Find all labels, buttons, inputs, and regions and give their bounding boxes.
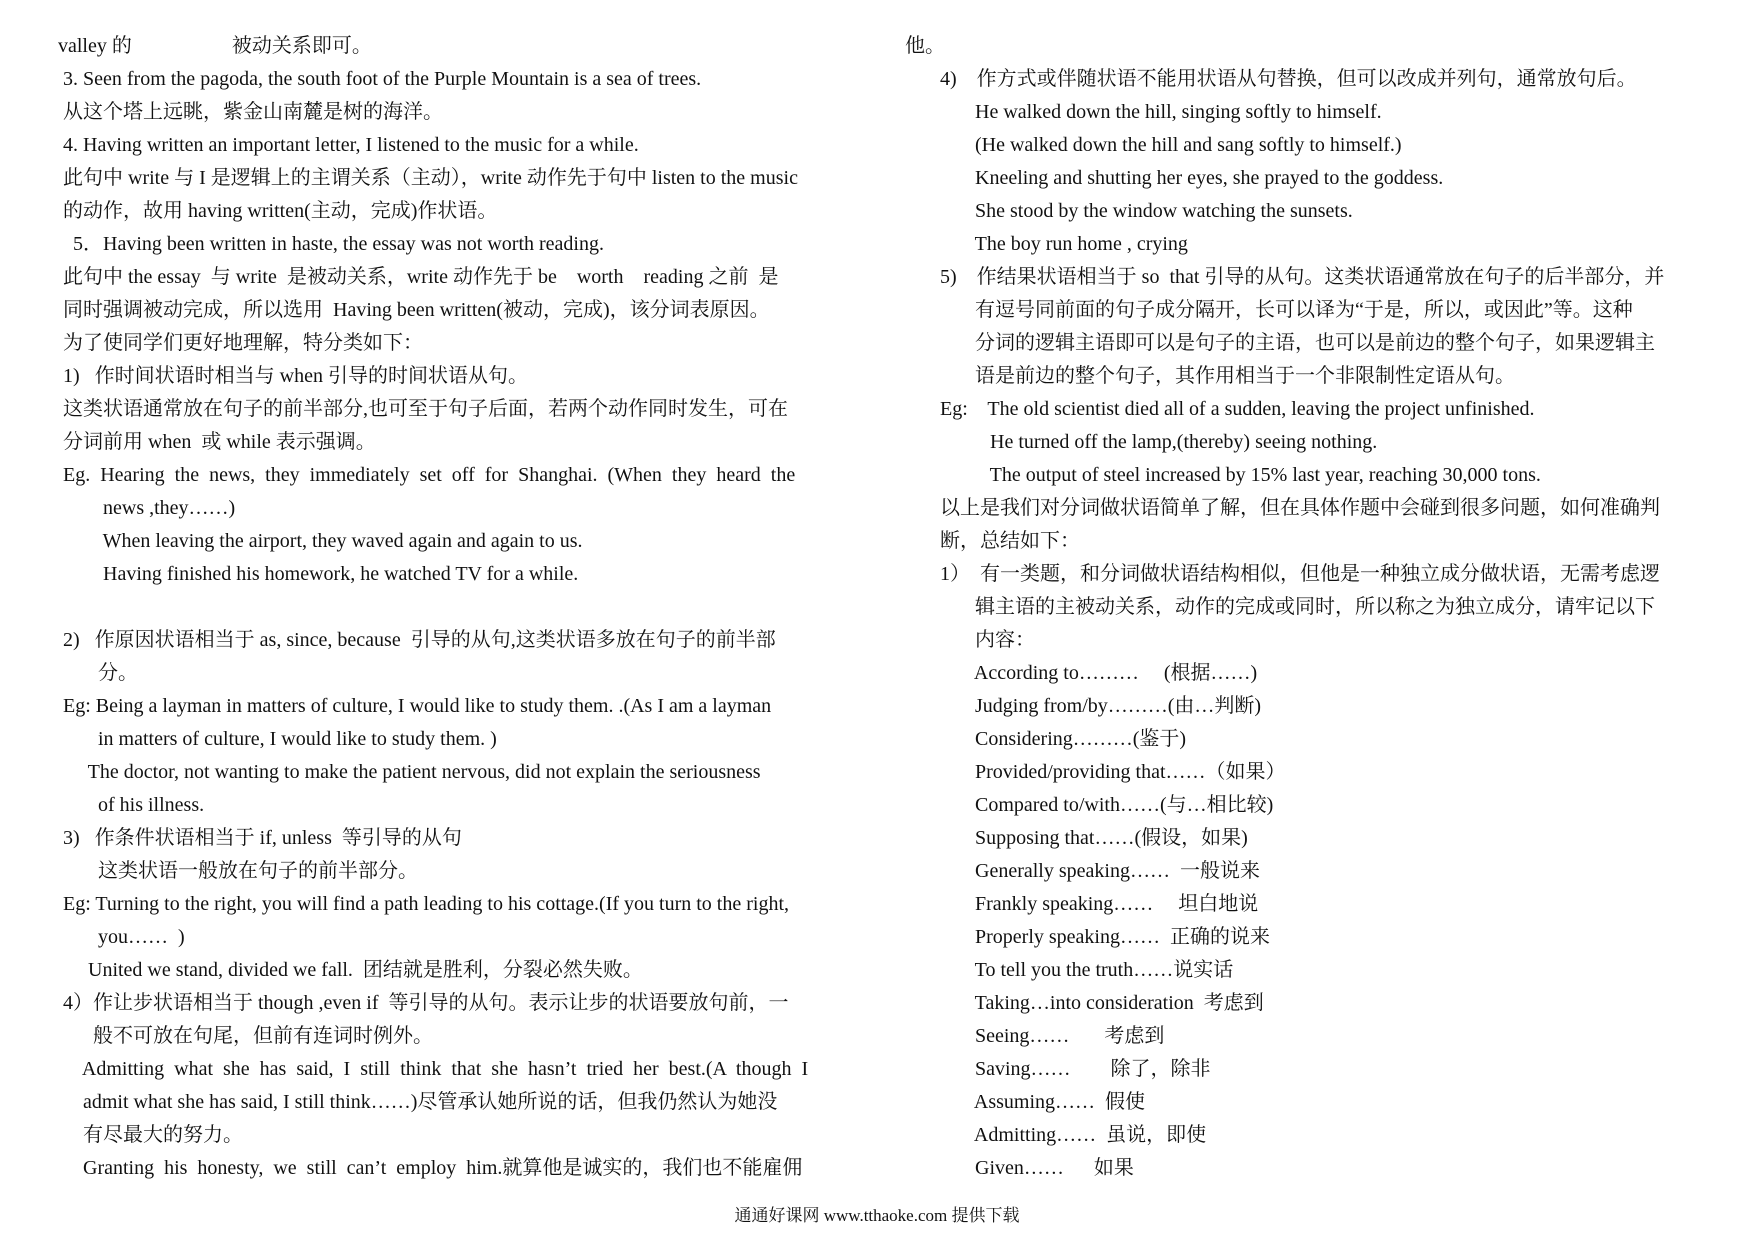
right-column-line: 辑主语的主被动关系，动作的完成或同时，所以称之为独立成分，请牢记以下 — [905, 596, 1655, 618]
right-column-line: Judging from/by………(由…判断) — [905, 695, 1262, 717]
right-column-line: According to……… (根据……) — [905, 662, 1258, 684]
right-column-line: 5) 作结果状语相当于 so that 引导的从句。这类状语通常放在句子的后半部分，并 — [905, 266, 1665, 288]
right-column-line: Saving…… 除了，除非 — [905, 1058, 1211, 1080]
left-column-line: 1) 作时间状语时相当与 when 引导的时间状语从句。 — [58, 365, 528, 387]
left-column-line: 此句中 the essay 与 write 是被动关系，write 动作先于 be worth reading 之前 是 — [58, 266, 779, 288]
right-column-line: Supposing that……(假设，如果) — [905, 827, 1248, 849]
left-column-line: United we stand, divided we fall. 团结就是胜利，分裂必然失败。 — [58, 959, 643, 981]
right-column-line: 断，总结如下： — [905, 530, 1080, 552]
left-column-line: Eg: Turning to the right, you will find a path leading to his cottage.(If you turn to the right, — [58, 893, 790, 915]
right-column-line: (He walked down the hill and sang softly to himself.) — [905, 134, 1402, 156]
left-column — [58, 30, 868, 1185]
left-column-line: Eg: Being a layman in matters of culture, I would like to study them. .(As I am a layman — [58, 695, 772, 717]
left-column-line: When leaving the airport, they waved again and again to us. — [58, 530, 583, 552]
right-column-line: Provided/providing that……（如果） — [905, 761, 1286, 783]
right-column-line: Taking…into consideration 考虑到 — [905, 992, 1264, 1014]
right-column-line: 他。 — [905, 35, 945, 57]
left-column-line: in matters of culture, I would like to study them. ) — [58, 728, 497, 750]
right-column-line: She stood by the window watching the sunsets. — [905, 200, 1353, 222]
right-column — [905, 30, 1745, 1185]
page-footer: 通通好课网 www.tthaoke.com 提供下载 — [734, 1206, 1020, 1225]
right-column-line: Considering………(鉴于) — [905, 728, 1187, 750]
left-column-line: 同时强调被动完成，所以选用 Having been written(被动，完成)，该分词表原因。 — [58, 299, 770, 321]
left-column-line: 4）作让步状语相当于 though ,even if 等引导的从句。表示让步的状语要放句前，一 — [58, 992, 789, 1014]
left-column-line: The doctor, not wanting to make the patient nervous, did not explain the seriousness — [58, 761, 761, 783]
right-column-line: He walked down the hill, singing softly to himself. — [905, 101, 1382, 123]
left-column-line: 这类状语一般放在句子的前半部分。 — [58, 860, 418, 882]
right-column-line: Properly speaking…… 正确的说来 — [905, 926, 1270, 948]
left-column-line: 4. Having written an important letter, I listened to the music for a while. — [58, 134, 639, 156]
left-column-line: 的动作，故用 having written(主动，完成)作状语。 — [58, 200, 498, 222]
right-column-line: Given…… 如果 — [905, 1157, 1134, 1179]
left-column-line: 此句中 write 与 I 是逻辑上的主谓关系（主动），write 动作先于句中 listen to the music — [58, 167, 798, 189]
right-column-line: Eg: The old scientist died all of a sudden, leaving the project unfinished. — [905, 398, 1535, 420]
right-column-line: 分词的逻辑主语即可以是句子的主语，也可以是前边的整个句子，如果逻辑主 — [905, 332, 1655, 354]
left-column-line: 这类状语通常放在句子的前半部分,也可至于句子后面，若两个动作同时发生，可在 — [58, 398, 788, 420]
left-column-line: Granting his honesty, we still can’t employ him.就算他是诚实的，我们也不能雇佣 — [58, 1157, 803, 1179]
left-column-line: 2) 作原因状语相当于 as, since, because 引导的从句,这类状语多放在句子的前半部 — [58, 629, 776, 651]
left-column-line: you…… ) — [58, 926, 185, 948]
left-column-line: valley 的 被动关系即可。 — [58, 35, 372, 57]
left-column-line: news ,they……) — [58, 497, 236, 519]
right-column-line: He turned off the lamp,(thereby) seeing nothing. — [905, 431, 1378, 453]
left-column-line — [58, 591, 868, 624]
right-column-line: 语是前边的整个句子，其作用相当于一个非限制性定语从句。 — [905, 365, 1515, 387]
left-column-line: 为了使同学们更好地理解，特分类如下： — [58, 332, 423, 354]
left-column-line: Having finished his homework, he watched TV for a while. — [58, 563, 579, 585]
right-column-line: The output of steel increased by 15% last year, reaching 30,000 tons. — [905, 464, 1541, 486]
right-column-line: Kneeling and shutting her eyes, she prayed to the goddess. — [905, 167, 1444, 189]
left-column-line: admit what she has said, I still think……)尽管承认她所说的话，但我仍然认为她没 — [58, 1091, 778, 1113]
left-column-line: 分词前用 when 或 while 表示强调。 — [58, 431, 376, 453]
right-column-line: 4) 作方式或伴随状语不能用状语从句替换，但可以改成并列句，通常放句后。 — [905, 68, 1637, 90]
left-column-line: 3. Seen from the pagoda, the south foot of the Purple Mountain is a sea of trees. — [58, 68, 702, 90]
right-column-line: Seeing…… 考虑到 — [905, 1025, 1165, 1047]
left-column-line: Eg. Hearing the news, they immediately set off for Shanghai. (When they heard the — [58, 464, 796, 486]
right-column-line: 内容： — [905, 629, 1035, 651]
right-column-line: Generally speaking…… 一般说来 — [905, 860, 1260, 882]
right-column-line: Frankly speaking…… 坦白地说 — [905, 893, 1259, 915]
right-column-line: To tell you the truth……说实话 — [905, 959, 1234, 981]
left-column-line: Admitting what she has said, I still think that she hasn’t tried her best.(A though I — [58, 1058, 809, 1080]
left-column-line: 5．Having been written in haste, the essay was not worth reading. — [58, 233, 604, 255]
right-column-line: The boy run home , crying — [905, 233, 1188, 255]
right-column-line: Assuming…… 假使 — [905, 1091, 1146, 1113]
left-column-line: of his illness. — [58, 794, 205, 816]
left-column-line: 分。 — [58, 662, 138, 684]
left-column-line: 3) 作条件状语相当于 if, unless 等引导的从句 — [58, 827, 462, 849]
right-column-line: 有逗号同前面的句子成分隔开，长可以译为“于是，所以，或因此”等。这种 — [905, 299, 1633, 321]
right-column-line: Admitting…… 虽说，即使 — [905, 1124, 1207, 1146]
left-column-line: 从这个塔上远眺，紫金山南麓是树的海洋。 — [58, 101, 443, 123]
right-column-line: 1） 有一类题，和分词做状语结构相似，但他是一种独立成分做状语，无需考虑逻 — [905, 563, 1660, 585]
right-column-line: Compared to/with……(与…相比较) — [905, 794, 1274, 816]
right-column-line: 以上是我们对分词做状语简单了解，但在具体作题中会碰到很多问题，如何准确判 — [905, 497, 1660, 519]
left-column-line: 有尽最大的努力。 — [58, 1124, 243, 1146]
left-column-line: 般不可放在句尾，但前有连词时例外。 — [58, 1025, 433, 1047]
